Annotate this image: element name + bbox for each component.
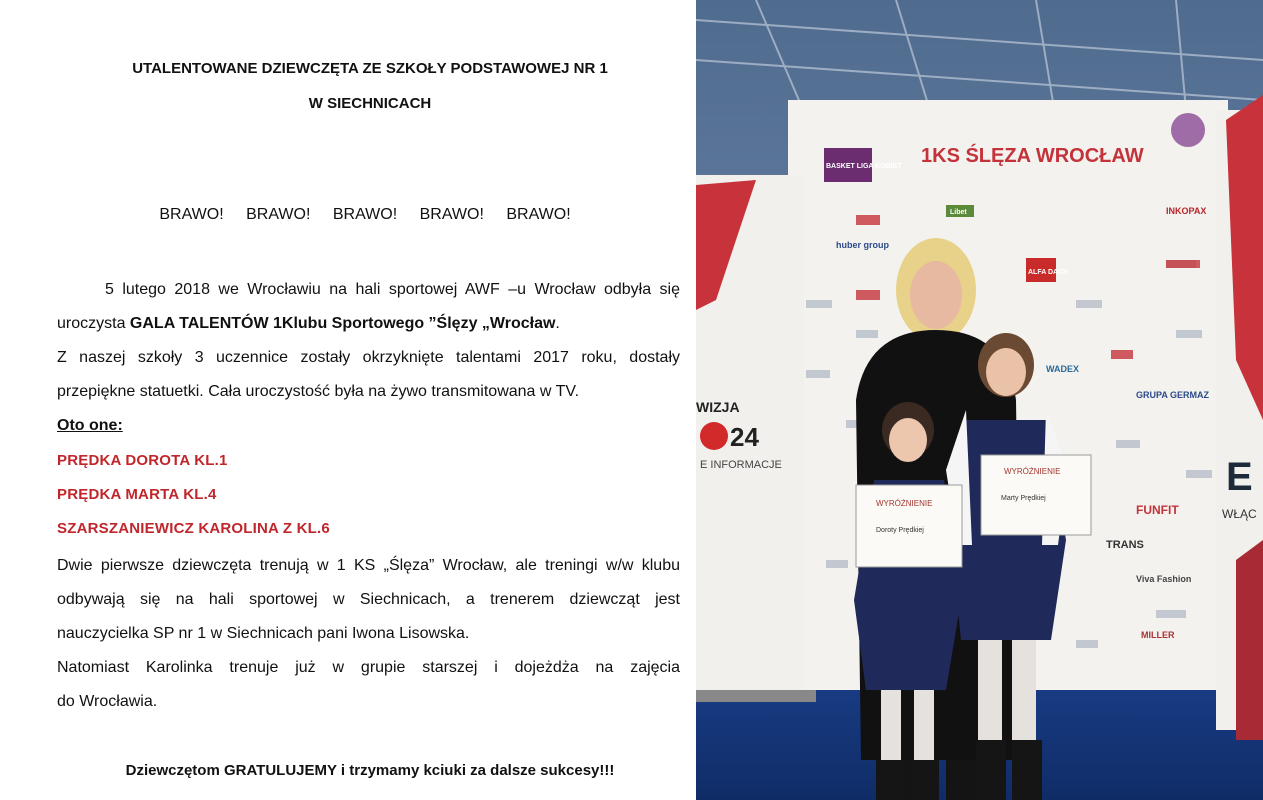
oto-one-heading: Oto one: — [57, 417, 123, 434]
closing-congratulations: Dziewczętom GRATULUJEMY i trzymamy kciuki za dalsze sukcesy!!! — [125, 762, 615, 779]
photo-illustration — [696, 0, 1263, 800]
paragraph3-line3: nauczycielka SP nr 1 w Siechnicach pani Iwona Lisowska. — [57, 625, 470, 642]
bravo-word: BRAWO! — [246, 206, 311, 223]
certificate-right-name: Marty Prędkiej — [1001, 495, 1046, 502]
student-name-2: PRĘDKA MARTA KL.4 — [57, 486, 217, 503]
bravo-line — [0, 206, 730, 224]
sponsor-miller-text: MILLER — [1141, 630, 1175, 640]
bravo-word: BRAWO! — [159, 206, 224, 223]
bravo-word: BRAWO! — [506, 206, 571, 223]
certificate-left — [856, 485, 962, 567]
paragraph2-line2: przepiękne statuetki. Cała uroczystość była na żywo transmitowana w TV. — [57, 383, 580, 400]
left-banner-text3: E INFORMACJE — [700, 459, 782, 471]
sponsor-inkopax-text: INKOPAX — [1166, 206, 1207, 216]
award-photo — [696, 0, 1263, 800]
bravo-word: BRAWO! — [332, 206, 398, 223]
certificate-left-name: Doroty Prędkiej — [876, 527, 924, 534]
basket-logo-text: BASKET LIGA KOBIET — [826, 163, 902, 170]
student-name-1: PRĘDKA DOROTA KL.1 — [57, 452, 228, 469]
paragraph4-line1: Natomiast Karolinka trenuje już w grupie starszej i dojeżdża na zajęcia — [57, 659, 680, 676]
student-name-3: SZARSZANIEWICZ KAROLINA Z KL.6 — [57, 520, 330, 537]
right-banner-text1: E — [1226, 455, 1253, 499]
girl-right-face — [986, 348, 1026, 396]
paragraph1-end: . — [555, 315, 560, 332]
sponsor-huber-text: huber group — [836, 240, 889, 250]
certificate-right-title: WYRÓŻNIENIE — [1004, 467, 1061, 476]
left-banner-power-icon — [700, 422, 728, 450]
article-title-line2: W SIECHNICACH — [308, 95, 432, 112]
left-banner-text2: 24 — [730, 422, 759, 452]
bravo-word: BRAWO! — [419, 206, 484, 223]
paragraph2-line1: Z naszej szkoły 3 uczennice zostały okrzyknięte talentami 2017 roku, dostały — [57, 349, 680, 366]
sponsor-germaz-text: GRUPA GERMAZ — [1136, 390, 1209, 400]
gala-name: GALA TALENTÓW 1Klubu Sportowego ”Ślęzy „Wrocław — [129, 315, 556, 332]
paragraph1-line2 — [57, 314, 680, 334]
left-banner-text1: WIZJA — [696, 399, 740, 415]
sponsor-alfa-text: ALFA DACH — [1028, 269, 1069, 276]
left-banner-stand — [696, 690, 816, 702]
paragraph1-text: uroczysta — [57, 315, 130, 332]
sponsor-funfit-text: FUNFIT — [1136, 503, 1179, 517]
paragraph1-line1: 5 lutego 2018 we Wrocławiu na hali sportowej AWF –u Wrocław odbyła się — [105, 281, 680, 298]
right-banner-red-bottom — [1236, 540, 1263, 740]
banner-title: 1KS ŚLĘZA WROCŁAW — [921, 145, 1144, 167]
sponsor-viva-text: Viva Fashion — [1136, 574, 1192, 584]
woman-face — [910, 261, 962, 329]
sponsor-wadex-text: WADEX — [1046, 364, 1080, 374]
article-title-line1: UTALENTOWANE DZIEWCZĘTA ZE SZKOŁY PODSTAWOWEJ NR 1 — [132, 60, 608, 77]
sponsor-trans-text: TRANS — [1106, 539, 1144, 551]
certificate-left-title: WYRÓŻNIENIE — [876, 499, 933, 508]
paragraph3-line1: Dwie pierwsze dziewczęta trenują w 1 KS „Ślęza” Wrocław, ale treningi w/w klubu — [57, 557, 680, 574]
paragraph3-line2: odbywają się na hali sportowej w Siechnicach, a trenerem dziewcząt jest — [57, 591, 680, 608]
paragraph4-line2: do Wrocławia. — [57, 693, 158, 710]
girl-left-face — [889, 418, 927, 462]
right-banner-text2: WŁĄC — [1222, 507, 1257, 521]
basketball-logo — [1171, 113, 1205, 147]
sponsor-libet-text: Libet — [950, 209, 967, 216]
